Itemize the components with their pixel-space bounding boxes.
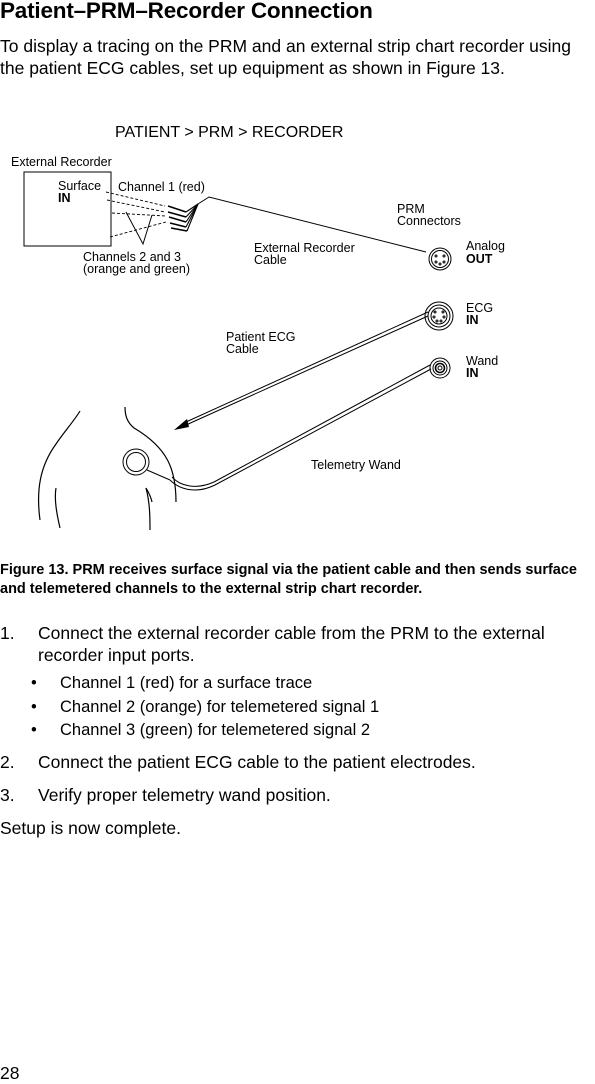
intro-paragraph: To display a tracing on the PRM and an external strip chart recorder using the patient ECG cables, set up equipment as shown in Figure 13. [0, 36, 571, 78]
patient-cable-label-line2: Cable [226, 342, 259, 356]
prm-connectors-label-line2: Connectors [397, 214, 461, 228]
wand-in-label: IN [466, 366, 479, 380]
figure-heading: PATIENT > PRM > RECORDER [115, 124, 344, 141]
analog-out-connector [429, 248, 451, 270]
channels23-label-line2: (orange and green) [83, 262, 191, 276]
step-number: 2. [0, 752, 15, 772]
section-title: Patient–PRM–Recorder Connection [0, 0, 373, 23]
step-2 [0, 751, 595, 773]
step-1 [0, 622, 595, 666]
step-text: Verify proper telemetry wand position. [38, 785, 331, 805]
bullet-text: Channel 1 (red) for a surface trace [60, 674, 313, 692]
step-number: 1. [0, 623, 15, 643]
step-text: Connect the patient ECG cable to the patient electrodes. [38, 752, 476, 772]
bullet-text: Channel 3 (green) for telemetered signal 2 [60, 721, 371, 739]
step-3 [0, 784, 595, 806]
ecg-in-connector [425, 302, 453, 330]
step-text: Connect the external recorder cable from the PRM to the external recorder input ports. [38, 623, 545, 665]
conclusion: Setup is now complete. [0, 818, 181, 838]
arrowhead [174, 419, 189, 430]
bullet-text: Channel 2 (orange) for telemetered signal 1 [60, 698, 380, 716]
bullet-symbol: • [31, 674, 37, 692]
wand-in-connector [430, 358, 450, 378]
ecg-label: ECG [466, 301, 494, 315]
figure-caption: Figure 13. PRM receives surface signal via the patient cable and then sends surface and telemetered channels to the external strip chart recorder. [0, 562, 577, 597]
surface-label: Surface [58, 179, 102, 193]
bullet-symbol: • [31, 698, 37, 716]
telemetry-wand-label: Telemetry Wand [311, 458, 401, 472]
patient-ecg-cable [186, 312, 428, 425]
wand-label: Wand [466, 354, 499, 368]
bullet-item [0, 673, 595, 693]
patient-torso [39, 407, 176, 530]
channel1-label: Channel 1 (red) [118, 180, 205, 194]
analog-out-label: OUT [466, 252, 493, 266]
page-number: 28 [0, 1063, 20, 1083]
bullet-item [0, 697, 595, 717]
step-number: 3. [0, 785, 15, 805]
patient-cable-label-line1: Patient ECG [226, 330, 296, 344]
bullet-item [0, 720, 595, 740]
channels23-label-line1: Channels 2 and 3 [83, 250, 181, 264]
analog-label: Analog [466, 239, 505, 253]
surface-in-label: IN [58, 191, 71, 205]
ecg-in-label: IN [466, 313, 479, 327]
ext-cable-label-line1: External Recorder [254, 241, 355, 255]
external-recorder-label: External Recorder [11, 155, 112, 169]
bullet-symbol: • [31, 721, 37, 739]
prm-connectors-label-line1: PRM [397, 202, 425, 216]
ext-cable-label-line2: Cable [254, 253, 287, 267]
